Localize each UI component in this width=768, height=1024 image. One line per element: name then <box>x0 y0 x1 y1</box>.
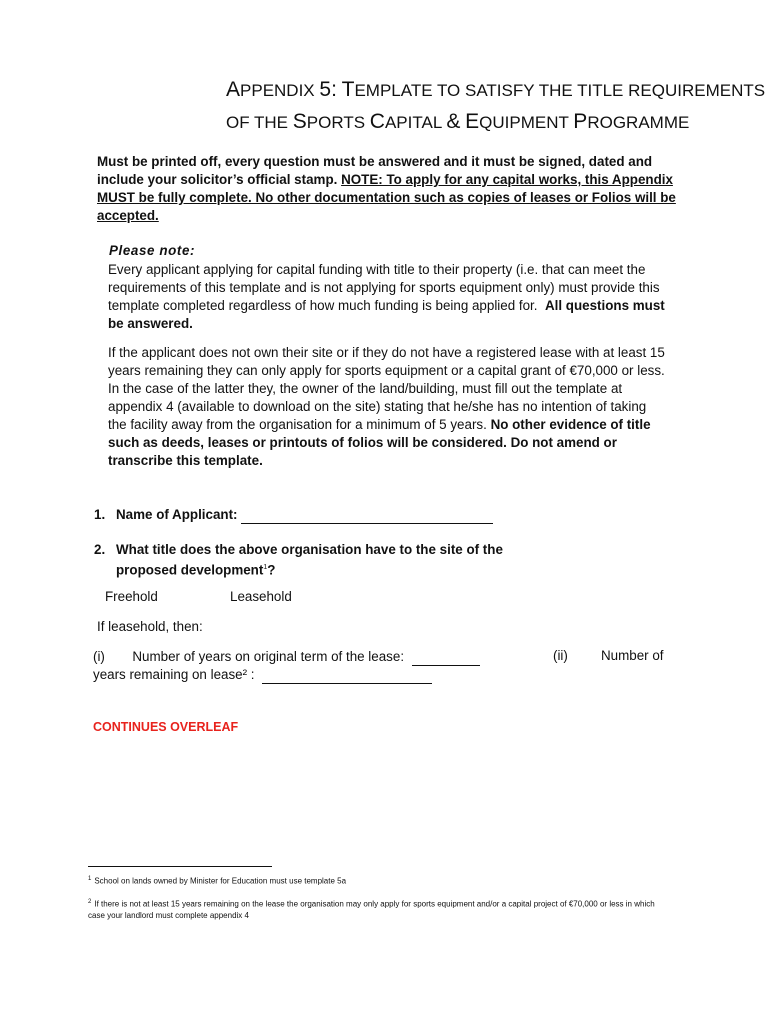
continues-overleaf: CONTINUES OVERLEAF <box>93 720 239 734</box>
lease-question-ii-text: Number of <box>601 648 664 663</box>
original-term-field[interactable] <box>412 651 480 666</box>
question-1: 1. Name of Applicant: <box>94 506 493 524</box>
years-remaining-field[interactable] <box>262 669 432 684</box>
applicant-name-field[interactable] <box>241 509 493 524</box>
title-line-2: OF THE SPORTS CAPITAL & EQUIPMENT PROGRAMME <box>226 110 690 133</box>
note-paragraph-2: If the applicant does not own their site or if they do not have a registered lease with at least 15 years remaining they can only apply for sports equipment or a capital grant of €70,000 or less. In the case of the latter they, the owner of the land/building, must fill out the template at appendix 4 (available to download on the site) stating that he/she has no intention of taking the facility away from the organisation for a minimum of 5 years. No other evidence of title such as deeds, leases or printouts of folios will be considered. Do not amend or transcribe this template. <box>108 345 665 468</box>
option-freehold[interactable]: Freehold <box>105 589 158 604</box>
note-paragraph-1: Every applicant applying for capital funding with title to their property (i.e. that can meet the requirements of this template and is not applying for sports equipment only) must provide this template completed regardless of how much funding is being applied for. All questions must be answered. <box>108 262 665 331</box>
question-2: 2. What title does the above organisation have to the site of the proposed development$^1$? <box>94 542 503 578</box>
title-line-1: APPENDIX 5: TEMPLATE TO SATISFY THE TITLE REQUIREMENTS <box>226 78 766 101</box>
footnote-ref-1: 1 <box>263 564 268 571</box>
intro-note-underlined: NOTE: To apply for any capital works, this Appendix MUST be fully complete. No other documentation such as copies of leases or Folios will be accepted. <box>97 172 676 223</box>
question-1-label: Name of Applicant: <box>116 507 238 522</box>
lease-question-ii-continued: years remaining on lease² : <box>93 666 432 684</box>
intro-instructions: Must be printed off, every question must be answered and it must be signed, dated and include your solicitor’s official stamp. NOTE: To apply for any capital works, this Appendix MUST be fully complete. No other documentation such as copies of leases or Folios will be accepted. <box>97 154 676 223</box>
lease-question-ii-label: (ii) <box>553 648 568 663</box>
option-leasehold[interactable]: Leasehold <box>230 589 292 604</box>
footnote-divider <box>88 866 272 867</box>
please-note-heading: Please note: <box>109 243 196 258</box>
lease-question-i: (i) Number of years on original term of the lease: <box>93 648 693 666</box>
footnote-1: $^1$ School on lands owned by Minister for Education must use template 5a <box>88 876 347 886</box>
footnote-2: $^2$ If there is not at least 15 years remaining on the lease the organisation may only apply for sports equipment and/or a capital project of €70,000 or less in which case your landlord must complete appendix 4 <box>88 899 655 920</box>
if-leasehold-label: If leasehold, then: <box>97 619 203 634</box>
